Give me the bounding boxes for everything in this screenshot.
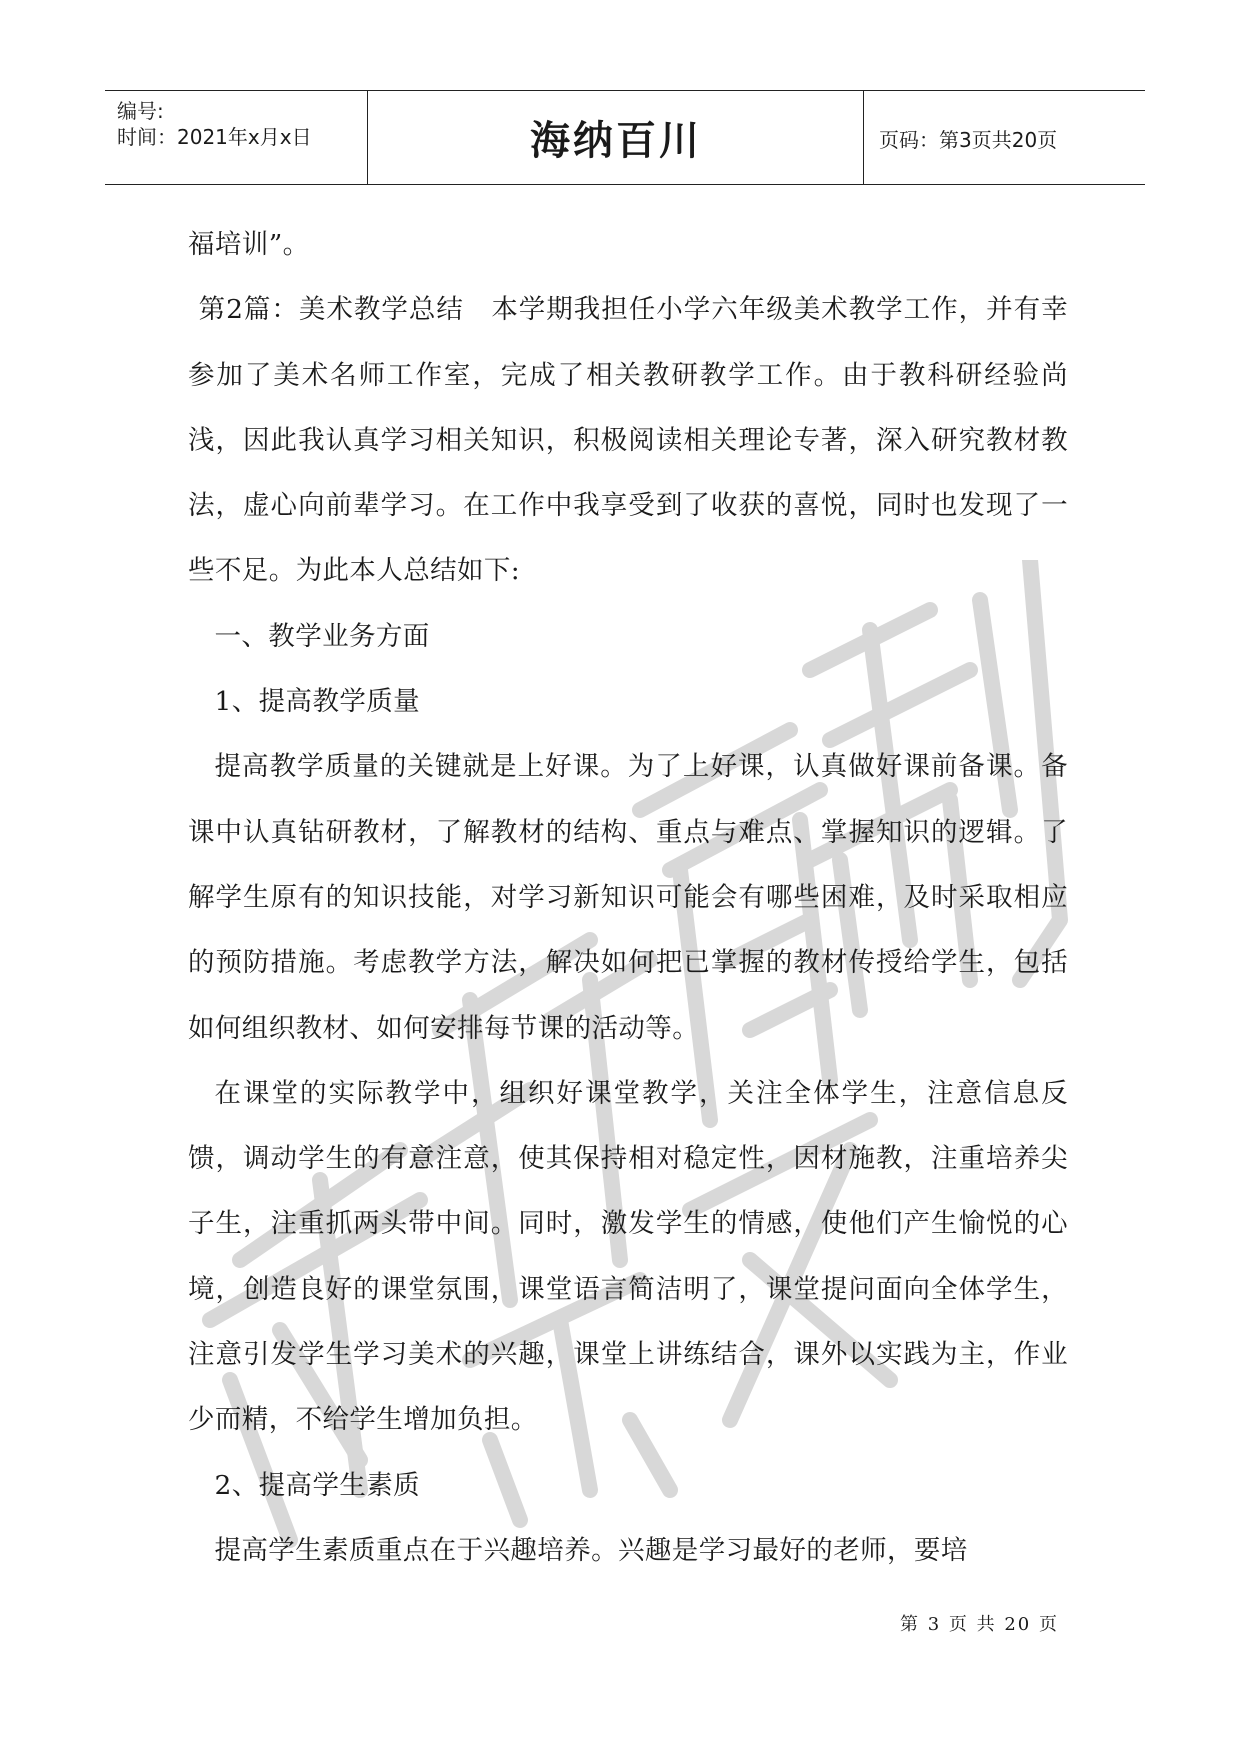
paragraph: 福培训”。 xyxy=(188,229,310,260)
header-page-cell xyxy=(865,91,1145,184)
header-title-cell xyxy=(369,91,864,184)
subsection-heading: 2、提高学生素质 xyxy=(214,1469,421,1501)
header-meta-cell xyxy=(105,91,368,184)
paragraph: 提高学生素质重点在于兴趣培养。兴趣是学习最好的老师，要培 xyxy=(214,1534,968,1566)
header-table xyxy=(105,90,1145,185)
paragraph: 提高教学质量的关键就是上好课。为了上好课，认真做好课前备课。备课中认真钻研教材，了解教材的结构、重点与难点、掌握知识的逻辑。了解学生原有的知识技能，对学习新知识可能会有哪些困难，及时采取相应的预防措施。考虑教学方法，解决如何把已掌握的教材传授给学生，包括如何组织教材、如何安排每节课的活动等。 xyxy=(188,751,1068,1044)
document-body xyxy=(188,212,1068,1583)
header-title: 海纳百川 xyxy=(530,118,702,164)
footer-page-number: 第 3 页 共 20 页 xyxy=(900,1614,1059,1635)
paragraph: 第2篇：美术教学总结 本学期我担任小学六年级美术教学工作，并有幸参加了美术名师工作室，完成了相关教研教学工作。由于教科研经验尚浅，因此我认真学习相关知识，积极阅读相关理论专著，深入研究教材教法，虚心向前辈学习。在工作中我享受到了收获的喜悦，同时也发现了一些不足。为此本人总结如下: xyxy=(188,294,1068,587)
document-number-label: 编号: xyxy=(117,99,164,123)
subsection-heading: 1、提高教学质量 xyxy=(214,686,421,718)
document-time-label: 时间：2021年x月x日 xyxy=(117,125,312,149)
header-page-label: 页码：第3页共20页 xyxy=(879,128,1058,152)
section-heading: 一、教学业务方面 xyxy=(214,620,430,652)
paragraph: 在课堂的实际教学中，组织好课堂教学，关注全体学生，注意信息反馈，调动学生的有意注意，使其保持相对稳定性，因材施教，注重培养尖子生，注重抓两头带中间。同时，激发学生的情感，使他们产生愉悦的心境，创造良好的课堂氛围，课堂语言简洁明了，课堂提问面向全体学生，注意引发学生学习美术的兴趣，课堂上讲练结合，课外以实践为主，作业少而精，不给学生增加负担。 xyxy=(188,1077,1068,1436)
